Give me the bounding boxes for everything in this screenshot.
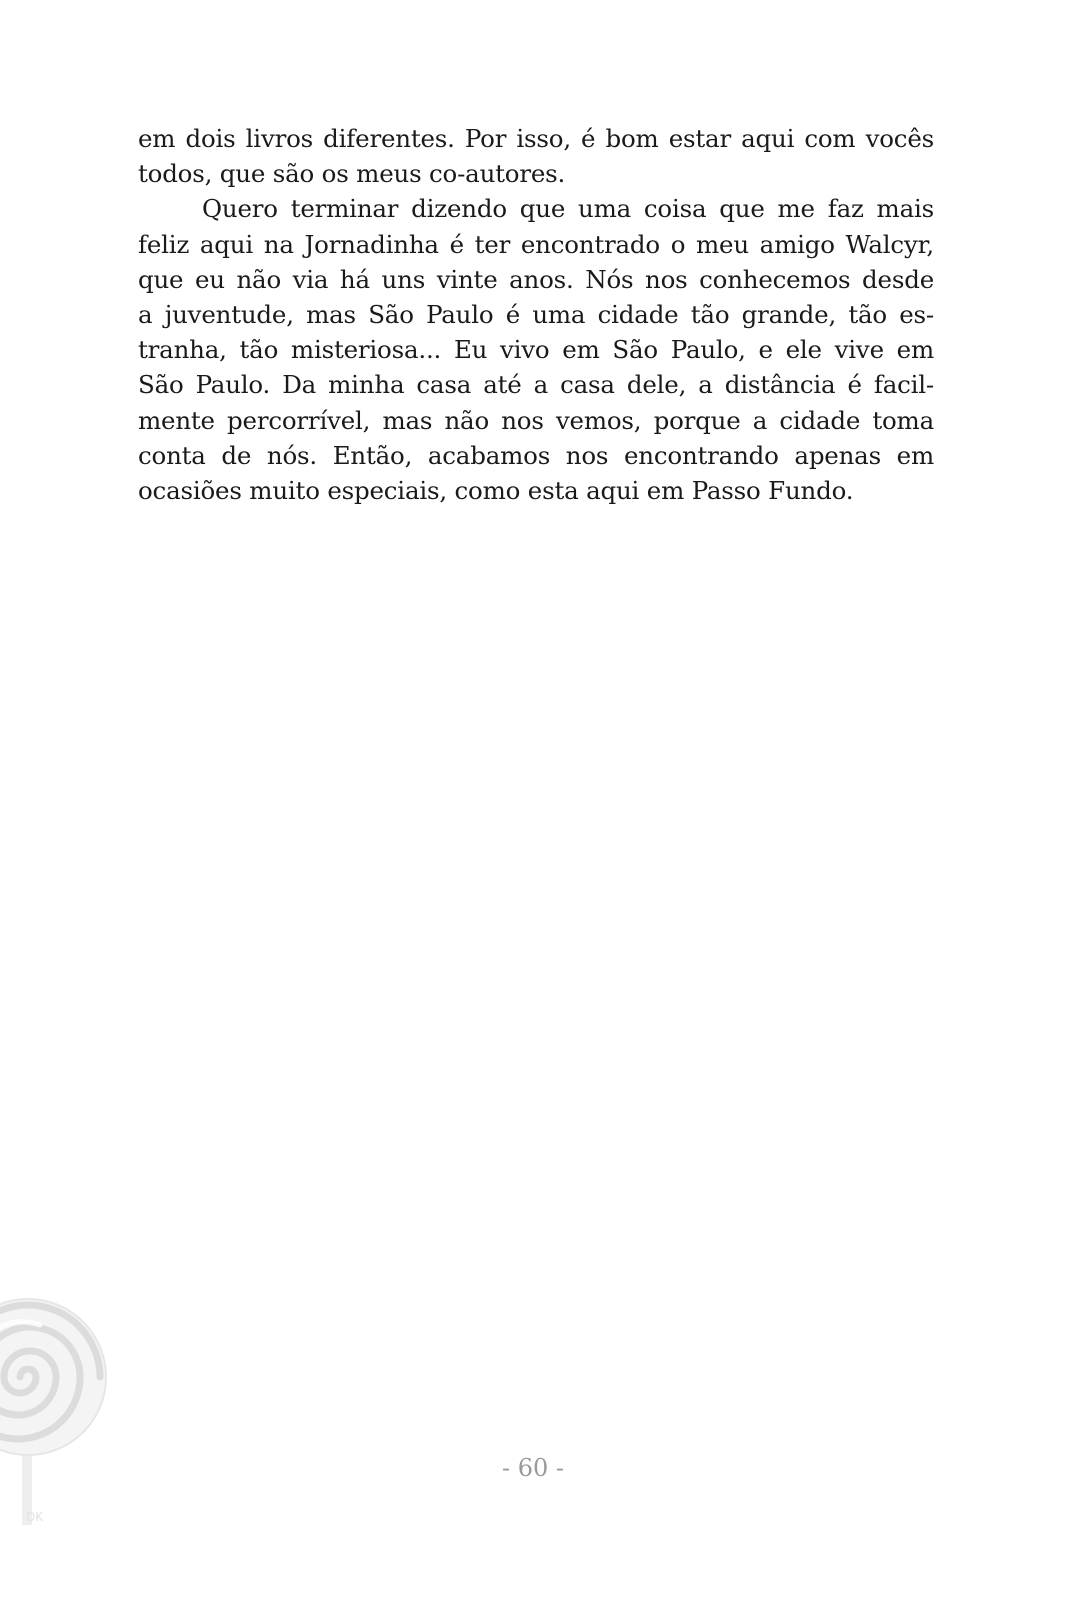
text-line: conta de nós. Então, acabamos nos encontrando apenas em [138,440,934,470]
page-number: - 60 - [501,1454,564,1482]
text-line: ocasiões muito especiais, como esta aqui em Passo Fundo. [138,476,854,506]
text-line: mente percorrível, mas não nos vemos, porque a cidade toma [138,405,934,435]
body-text [138,121,934,508]
text-line: feliz aqui na Jornadinha é ter encontrado o meu amigo Walcyr, [138,229,934,259]
watermark-text: DK [26,1510,44,1524]
text-line: em dois livros diferentes. Por isso, é bom estar aqui com vocês [138,124,934,153]
text-line: São Paulo. Da minha casa até a casa dele, a distância é facil- [138,370,934,400]
text-line: tranha, tão misteriosa... Eu vivo em São Paulo, e ele vive em [138,335,934,365]
text-line: a juventude, mas São Paulo é uma cidade tão grande, tão es- [138,300,934,330]
text-line: que eu não via há uns vinte anos. Nós nos conhecemos desde [138,264,934,294]
text-line: todos, que são os meus co-autores. [138,159,566,189]
text-line: Quero terminar dizendo que uma coisa que me faz mais [202,194,934,224]
lollipop-swirl-icon [0,1295,110,1525]
